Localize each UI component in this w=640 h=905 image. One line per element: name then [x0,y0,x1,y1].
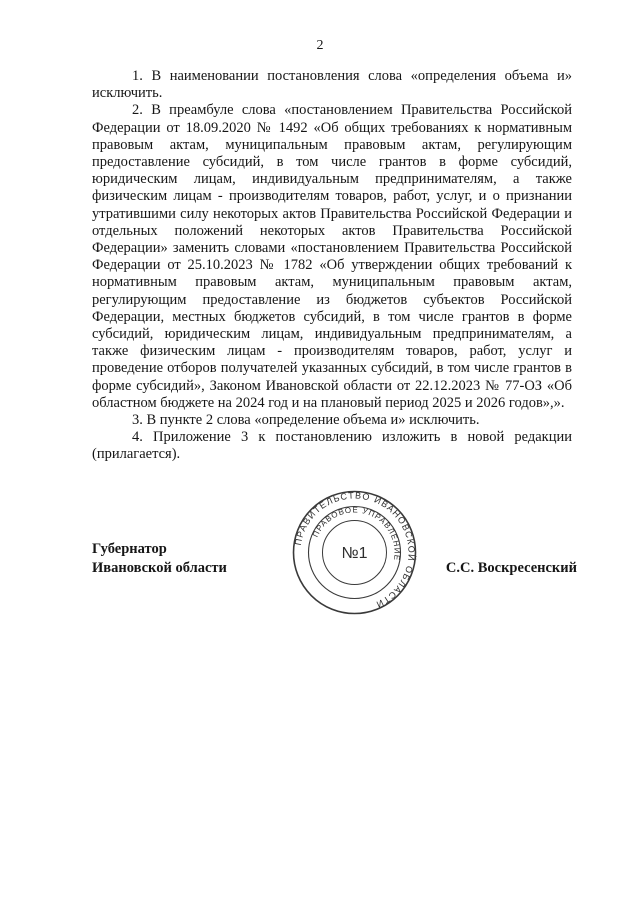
signatory-title-line1: Губернатор [92,541,167,557]
paragraph-1: 1. В наименовании постановления слова «определения объема и» исключить. [92,68,572,102]
signatory-title-line2: Ивановской области [92,560,227,576]
stamp-inner-text: ПРАВОВОЕ УПРАВЛЕНИЕ [310,505,402,562]
signatory-name: С.С. Воскресенский [445,560,577,576]
paragraph-4: 4. Приложение 3 к постановлению изложить в новой редакции (прилагается). [92,429,572,463]
stamp-number: №1 [341,545,368,562]
signatory-title [92,540,227,578]
paragraph-3: 3. В пункте 2 слова «определение объема и» исключить. [132,412,480,429]
page-number: 2 [316,38,324,53]
document-body [92,68,572,464]
paragraph-2: 2. В преамбуле слова «постановлением Правительства Российской Федерации от 18.09.2020 № 1492 «Об общих требованиях к нормативным правовым актам, муниципальным правовым актам, регулирующим предоставление субсидий, в том числе грантов в форме субсидий, юридическим лицам, индивидуальным предпринимателям, а также физическим лицам - производителям товаров, работ, услуг, и о признании утратившими силу некоторых актов Правительства Российской Федерации и отдельных положений некоторых актов Правительства Российской Федерации» заменить словами «постановлением Правительства Российской Федерации от 25.10.2023 № 1782 «Об утверждении общих требований к нормативным правовым актам, муниципальным правовым актам, регулирующим предоставление из бюджетов субъектов Российской Федерации, местных бюджетов субсидий, в том числе грантов в форме субсидий, юридическим лицам, индивидуальным предпринимателям, а также физическим лицам - производителям товаров, работ, услуг и проведение отборов получателей указанных субсидий, в том числе грантов в форме субсидий», Законом Ивановской области от 22.12.2023 № 77-ОЗ «Об областном бюджете на 2024 год и на плановый период 2025 и 2026 годов»,». [92,102,572,411]
official-stamp [292,490,417,615]
stamp-outer-text: ПРАВИТЕЛЬСТВО ИВАНОВСКОЙ ОБЛАСТИ [292,490,417,610]
signature-block [92,490,577,660]
